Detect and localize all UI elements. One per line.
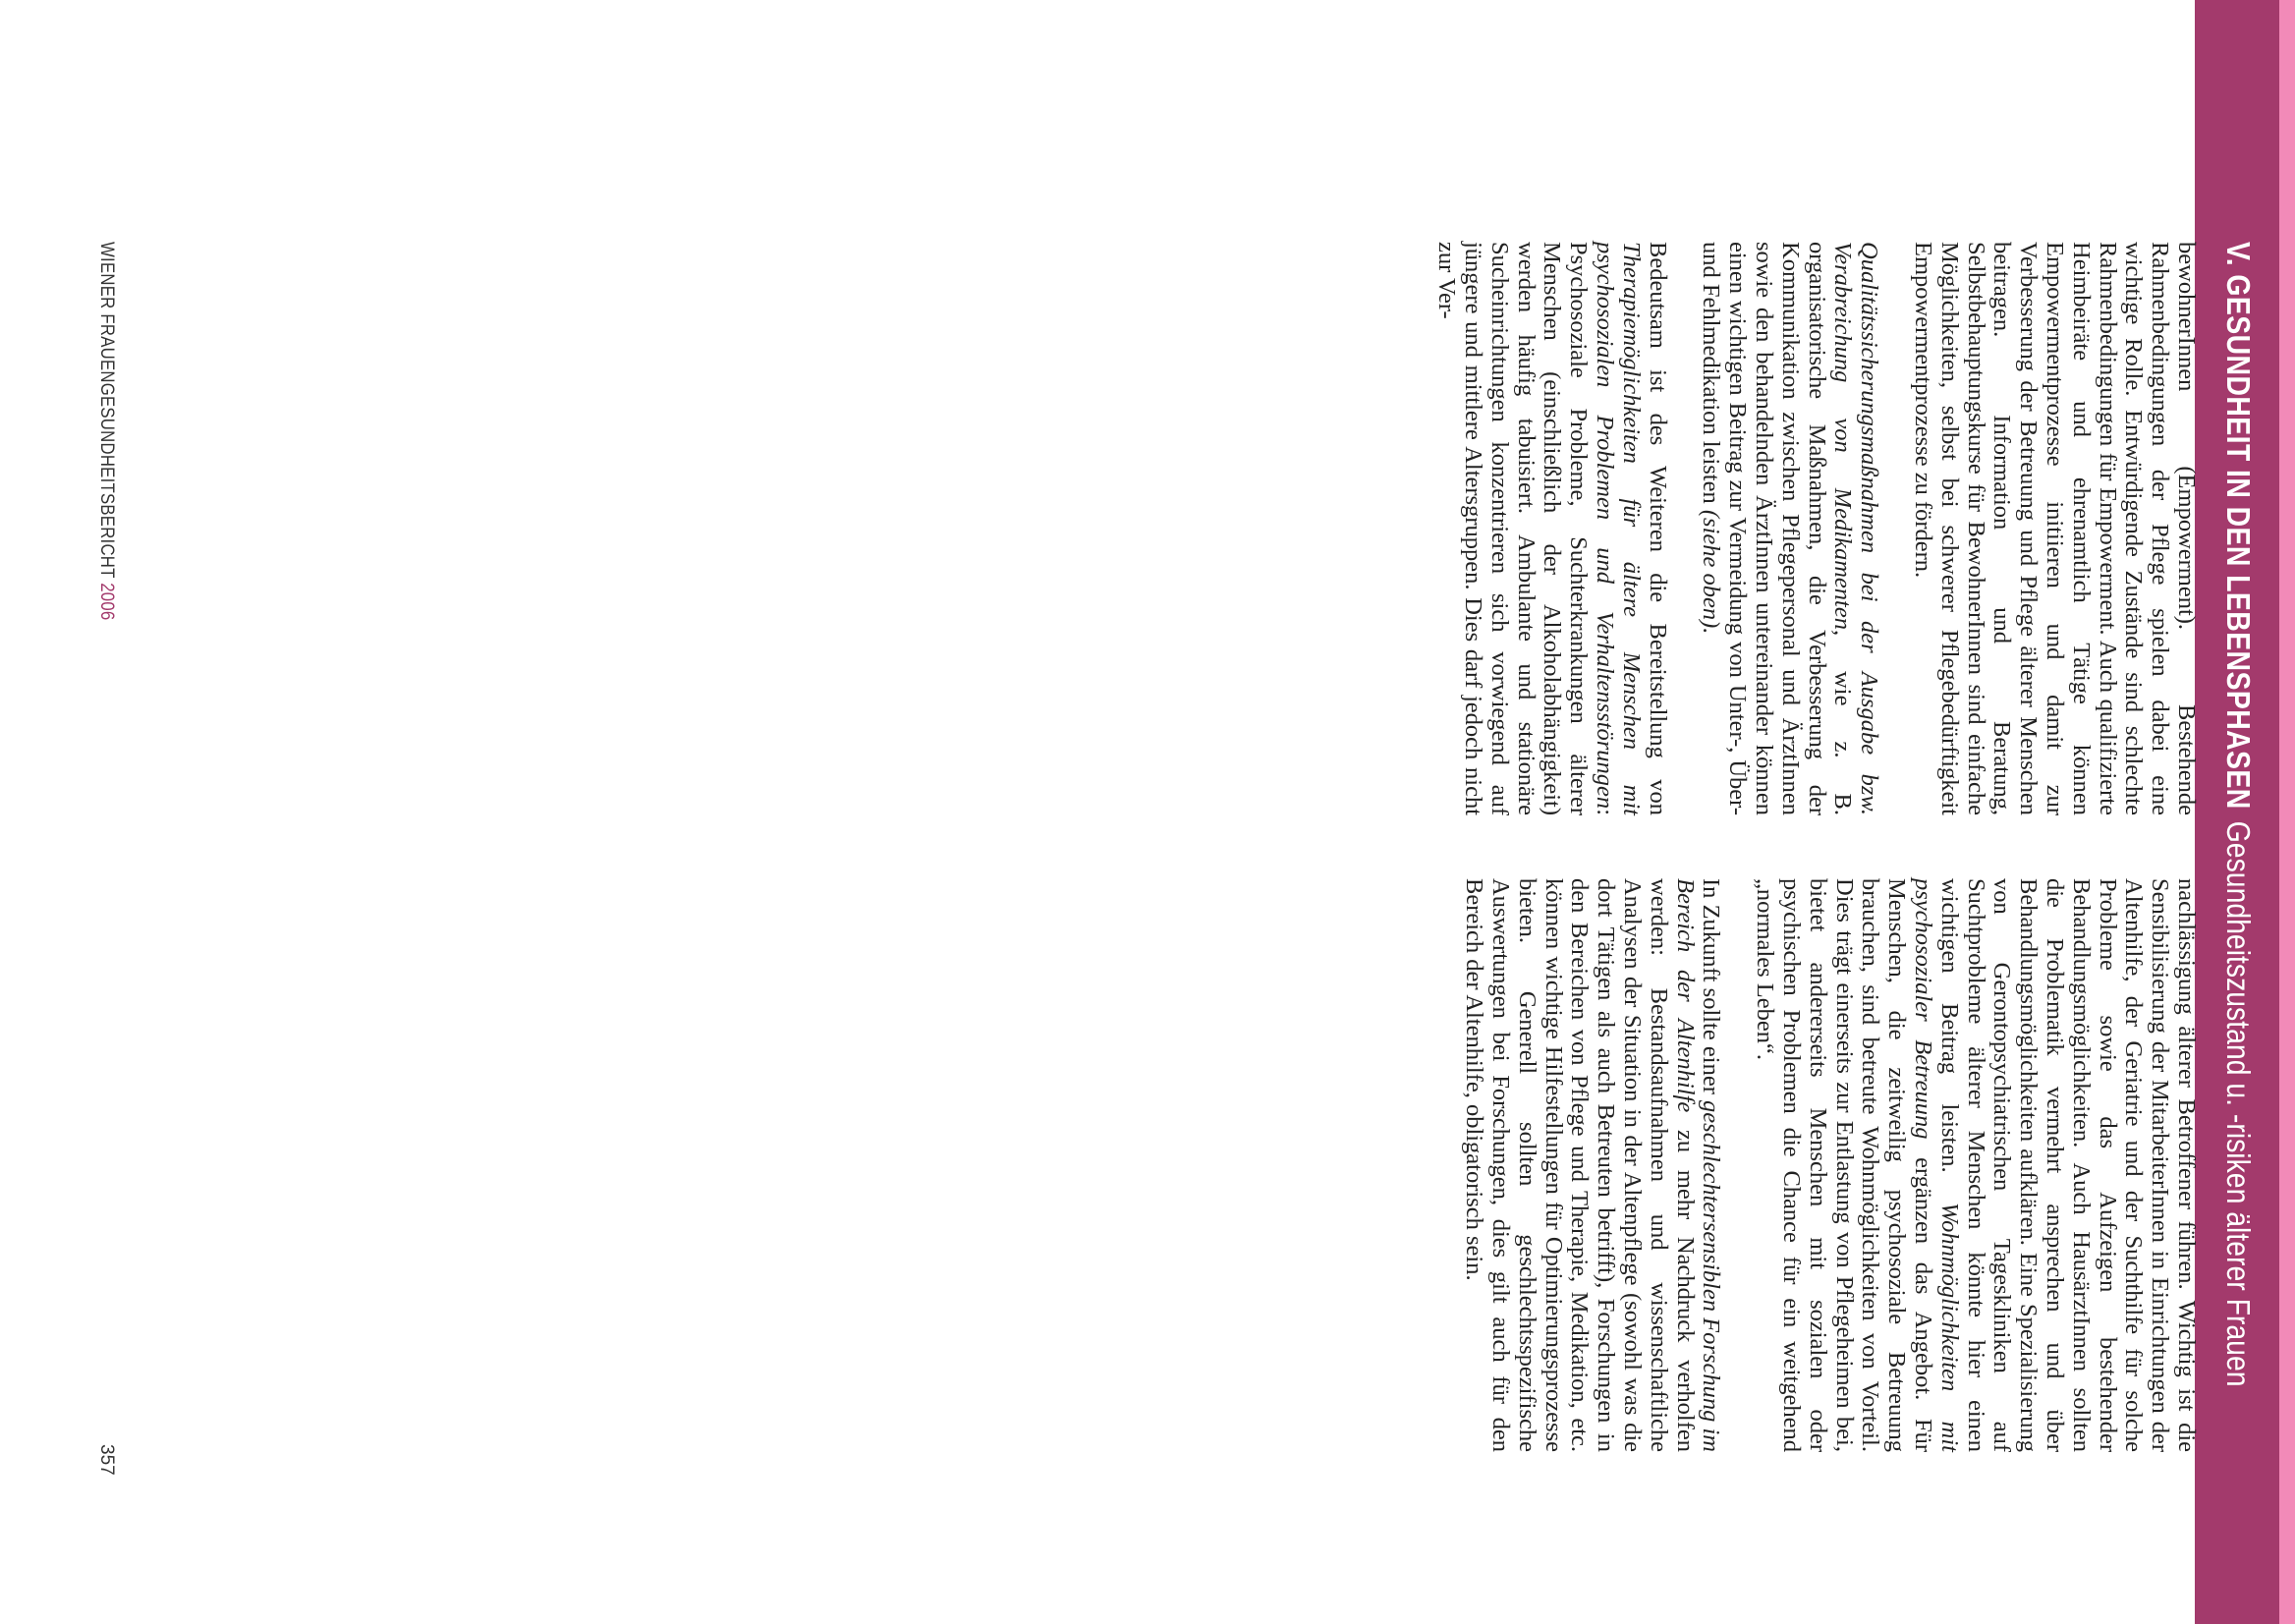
paragraph-text: In Zukunft sollte einer (1698, 878, 1725, 1101)
paragraph-emphasis: Therapiemöglichkeiten für ältere Menschen mit psychosozialen Problemen und Verhaltensstörungen (1592, 242, 1645, 815)
chapter-title (2209, 242, 2267, 1387)
paragraph-text: ergänzen das Angebot. Für Menschen, die zeitweilig psychosoziale Betreuung brauchen, sind betreute Wohnmöglichkeiten von Vorteil. Dies trägt einerseits zur Entlastung von Pflegeheimen bei, bietet andererseits Menschen mit sozialen oder psychischen Problemen die Chance für ein weitgehend „normales Leben“. (1752, 878, 1937, 1452)
paragraph-emphasis: geschlechtersensiblen Forschung im Bereich der Altenhilfe (1671, 878, 1725, 1452)
right-column (1460, 878, 2199, 1452)
footer-report-title (95, 242, 117, 620)
left-column (1432, 242, 2199, 815)
chapter-title-main: V. GESUNDHEIT IN DEN LEBENSPHASEN (2220, 242, 2257, 810)
paragraph (1751, 878, 2199, 1452)
paragraph-emphasis: Qualitätssicherungsmaßnahmen bei der Ausgabe bzw. Verabreichung von Medikamenten, (1829, 242, 1883, 815)
paragraph-text: nachlässigung älterer Betroffener führen. Wichtig ist die Sensibilisierung der MitarbeiterInnen in Einrichtungen der Altenhilfe, der Geriatrie und der Suchthilfe für solche Probleme sowie das Aufzeigen bestehender Behandlungsmöglichkeiten. Auch HausärztInnen sollten die Problematik vermehrt ansprechen und über Behandlungsmöglichkeiten aufklären. Eine Spezialisierung von Gerontopsychiatrischen Tageskliniken auf Suchtprobleme älterer Menschen könnte hier einen wichtigen Beitrag leisten. (1935, 878, 2200, 1452)
paragraph-text: Bedeutsam ist des Weiteren die Bereitstellung von (1644, 242, 1671, 815)
chapter-subtitle: Gesundheitszustand u. -risiken älterer Frauen (2220, 820, 2257, 1387)
paragraph (1909, 242, 2199, 815)
paragraph-text: bewohnerInnen (Empowerment). Bestehende Rahmenbedingungen der Pflege spielen dabei eine wichtige Rolle. Entwürdigende Zustände sind schlechte Rahmenbedingungen für Empowerment. Auch qualifizierte Heimbeiräte und ehrenamtlich Tätige können Empowermentprozesse initiieren und damit zur Verbesserung der Betreuung und Pflege älterer Menschen beitragen. Information und Beratung, Selbstbehauptungskurse für BewohnerInnen sind einfache Möglichkeiten, selbst bei schwerer Pflegebedürftigkeit Empowermentprozesse zu fördern. (1910, 242, 2200, 815)
paragraph (1698, 242, 1882, 815)
page-number: 357 (96, 1444, 117, 1476)
chapter-header-band (2195, 0, 2295, 1624)
header-accent-stripe (2279, 0, 2295, 1624)
paragraph-text: zu mehr Nachdruck verholfen werden: Bestandsaufnahmen und wissenschaftliche Analysen der Situation in der Altenpflege (sowohl was die dort Tätigen als auch Betreuten betrifft), Forschungen in den Bereichen von Pflege und Therapie, Medikation, etc. können wichtige Hilfestellungen für Optimierungsprozesse bieten. Generell sollten geschlechtsspezifische Auswertungen bei Forschungen, dies gilt auch für den Bereich der Altenhilfe, obligatorisch sein. (1461, 878, 1699, 1452)
text-columns (1020, 242, 2199, 1487)
paragraph (1432, 242, 1669, 815)
paragraph-emphasis: Wohnmöglichkeiten mit psychosozialer Betreuung (1910, 878, 1963, 1452)
paragraph (1460, 878, 1723, 1452)
paragraph-text: wie z. B. organisatorische Maßnahmen, die Verbesserung der Kommunikation zwischen Pflegepersonal und ÄrztInnen sowie den behandelnden ÄrztInnen untereinander können einen wichtigen Beitrag zur Vermeidung von Unter-, Über- und Fehlmedikation leisten (1698, 242, 1857, 815)
paragraph-text: : Psychosoziale Probleme, Suchterkrankungen älterer Menschen (einschließlich der Alkoholabhängigkeit) werden häufig tabuisiert. Ambulante und stationäre Sucheinrichtungen konzentrieren sich vorwiegend auf jüngere und mittlere Altersgruppen. Dies darf jedoch nicht zur Ver- (1433, 242, 1619, 815)
footer-year: 2006 (96, 583, 117, 621)
paragraph-emphasis: (siehe oben). (1698, 509, 1725, 635)
footer-report-name: WIENER FRAUENGESUNDHEITSBERICHT (96, 242, 117, 584)
